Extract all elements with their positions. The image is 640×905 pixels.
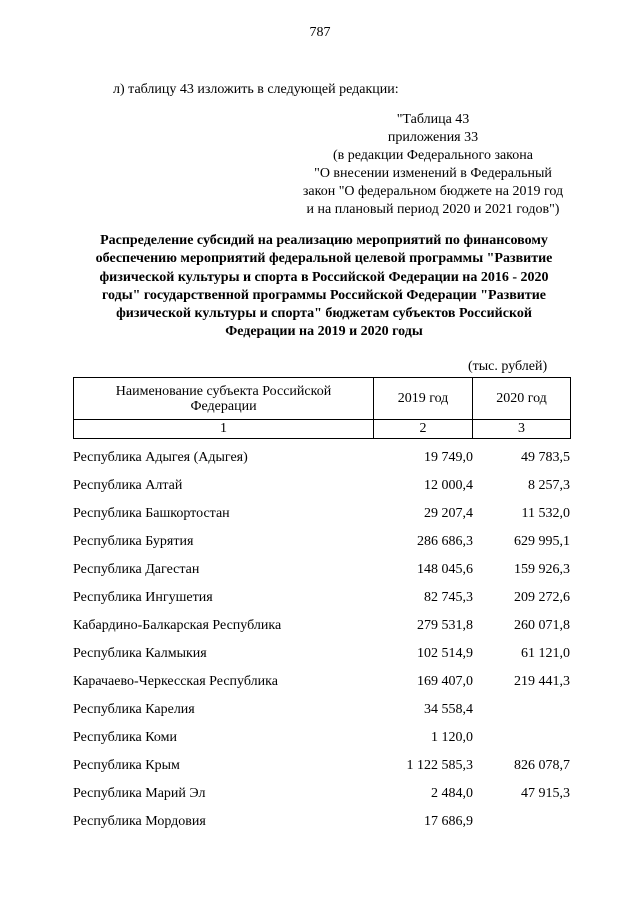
- table-row: [73, 696, 573, 724]
- value-2019: 169 407,0: [417, 674, 473, 689]
- region-name: Республика Марий Эл: [73, 786, 206, 801]
- value-2020: 209 272,6: [514, 590, 570, 605]
- region-name: Республика Адыгея (Адыгея): [73, 450, 248, 465]
- value-2020: 11 532,0: [521, 506, 570, 521]
- value-2019: 286 686,3: [417, 534, 473, 549]
- region-name: Кабардино-Балкарская Республика: [73, 618, 282, 633]
- value-2019: 29 207,4: [424, 506, 473, 521]
- table-row: [73, 668, 573, 696]
- value-2019: 279 531,8: [417, 618, 473, 633]
- region-name: Республика Карелия: [73, 702, 195, 717]
- title-line: годы" государственной программы Российской Федерации "Развитие: [102, 287, 546, 303]
- table-row: [73, 808, 573, 836]
- header-2020: 2020 год: [473, 378, 571, 420]
- annex-line: закон "О федеральном бюджете на 2019 год: [302, 184, 564, 199]
- table-row: [73, 612, 573, 640]
- region-name: Карачаево-Черкесская Республика: [73, 674, 278, 689]
- units-label: (тыс. рублей): [468, 359, 548, 374]
- table-row: [73, 640, 573, 668]
- table-header: [73, 377, 571, 439]
- column-number: 1: [74, 420, 374, 439]
- region-name: Республика Дагестан: [73, 562, 200, 577]
- value-2019: 1 120,0: [431, 730, 473, 745]
- value-2020: 826 078,7: [514, 758, 570, 773]
- value-2020: 8 257,3: [528, 478, 570, 493]
- table-row: [73, 556, 573, 584]
- header-region-name: Наименование субъекта Российской Федерации: [74, 378, 374, 420]
- annex-line: приложения 33: [387, 130, 479, 145]
- table-row: [73, 780, 573, 808]
- column-number: 3: [473, 420, 571, 439]
- table-row: [73, 472, 573, 500]
- value-2019: 1 122 585,3: [406, 758, 473, 773]
- value-2019: 34 558,4: [424, 702, 473, 717]
- annex-line: и на плановый период 2020 и 2021 годов"): [306, 202, 560, 217]
- value-2019: 12 000,4: [424, 478, 473, 493]
- annex-line: "Таблица 43: [396, 112, 470, 127]
- table-row: [73, 752, 573, 780]
- region-name: Республика Алтай: [73, 478, 183, 493]
- region-name: Республика Коми: [73, 730, 177, 745]
- annex-line: (в редакции Федерального закона: [333, 148, 533, 163]
- value-2019: 82 745,3: [424, 590, 473, 605]
- region-name: Республика Бурятия: [73, 534, 194, 549]
- intro-text: л) таблицу 43 изложить в следующей редакции:: [113, 82, 399, 97]
- column-number: 2: [374, 420, 473, 439]
- value-2019: 17 686,9: [424, 814, 473, 829]
- title-line: Распределение субсидий на реализацию мероприятий по финансовому: [100, 233, 548, 248]
- annex-reference: [283, 111, 583, 219]
- annex-line: "О внесении изменений в Федеральный: [314, 166, 552, 181]
- region-name: Республика Мордовия: [73, 814, 206, 829]
- table-row: [73, 724, 573, 752]
- table-body: [73, 444, 573, 836]
- title-line: физической культуры и спорта" бюджетам субъектов Российской: [116, 306, 532, 322]
- title-line: обеспечению мероприятий федеральной целевой программы "Развитие: [95, 251, 553, 267]
- value-2020: 49 783,5: [521, 450, 570, 465]
- table-row: [73, 584, 573, 612]
- value-2020: 629 995,1: [514, 534, 570, 549]
- table-row: [73, 500, 573, 528]
- value-2019: 19 749,0: [424, 450, 473, 465]
- value-2019: 148 045,6: [417, 562, 473, 577]
- value-2020: 47 915,3: [521, 786, 570, 801]
- value-2020: 61 121,0: [521, 646, 570, 661]
- region-name: Республика Калмыкия: [73, 646, 207, 661]
- header-2019: 2019 год: [374, 378, 473, 420]
- title-line: физической культуры и спорта в Российской Федерации на 2016 - 2020: [99, 269, 549, 285]
- document-title: [74, 232, 574, 342]
- region-name: Республика Ингушетия: [73, 590, 213, 605]
- table-row: [73, 528, 573, 556]
- page-number: 787: [309, 25, 331, 40]
- value-2020: 159 926,3: [514, 562, 570, 577]
- title-line: Федерации на 2019 и 2020 годы: [225, 324, 423, 340]
- value-2020: 219 441,3: [514, 674, 570, 689]
- value-2019: 102 514,9: [417, 646, 473, 661]
- region-name: Республика Крым: [73, 758, 180, 773]
- table-row: [73, 444, 573, 472]
- value-2019: 2 484,0: [431, 786, 473, 801]
- region-name: Республика Башкортостан: [73, 506, 230, 521]
- value-2020: 260 071,8: [514, 618, 570, 633]
